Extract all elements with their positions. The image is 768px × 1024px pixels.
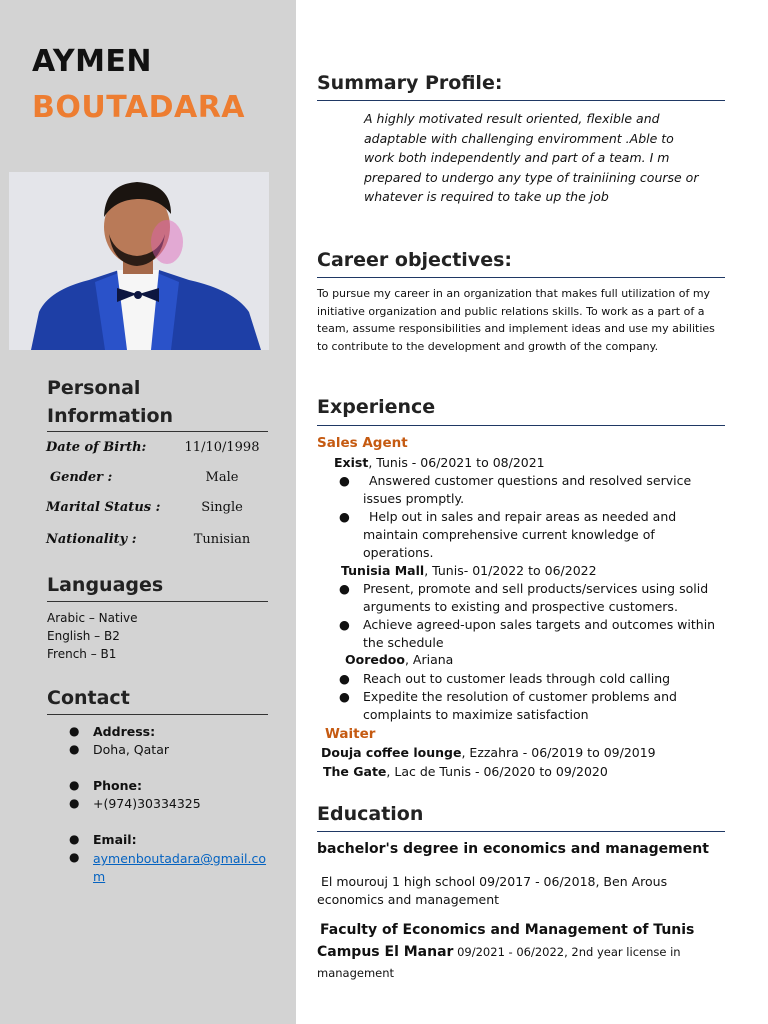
- dob-label: Date of Birth:: [46, 440, 147, 455]
- school-detail-line1: El mourouj 1 high school 09/2017 - 06/2018, Ben Arous: [321, 874, 668, 889]
- bullet-icon: ●: [339, 473, 350, 488]
- languages-divider: [47, 601, 268, 602]
- experience-bullet: Achieve agreed-upon sales targets and outcomes within the schedule: [363, 617, 716, 650]
- education-divider: [317, 831, 725, 832]
- bullet-icon: ●: [69, 832, 80, 846]
- employer-douja: [321, 745, 656, 760]
- bullet-icon: ●: [69, 724, 80, 738]
- bullet-icon: ●: [69, 778, 80, 792]
- bullet-icon: ●: [69, 742, 80, 756]
- bullet-icon: ●: [339, 617, 350, 632]
- profile-photo: [9, 172, 269, 350]
- nationality-value: Tunisian: [193, 532, 251, 547]
- bullet-icon: ●: [339, 689, 350, 704]
- school-detail-line2: economics and management: [317, 892, 500, 907]
- personal-info-heading: Personal Information: [47, 377, 174, 427]
- bullet-icon: ●: [69, 850, 80, 864]
- employer-detail: , Tunis - 06/2021 to 08/2021: [368, 455, 545, 470]
- languages-heading: Languages: [47, 574, 164, 596]
- faculty-dates: 09/2021 - 06/2022, 2nd year license in: [453, 945, 681, 959]
- education-heading: Education: [317, 803, 424, 825]
- employer-tunisia-mall: [341, 563, 597, 578]
- address-label: Address:: [93, 724, 156, 739]
- employer-the-gate: [323, 764, 608, 779]
- sidebar: [0, 0, 296, 1024]
- faculty-campus: Campus El Manar: [317, 944, 454, 960]
- employer-name: Douja coffee lounge: [321, 745, 462, 760]
- bullet-icon: ●: [339, 581, 350, 596]
- summary-text: A highly motivated result oriented, flexible and adaptable with challenging enviromment .Able to work both independently and part of a team. I m prepared to undergo any type of trainiining course or whatever is required to take up the job: [364, 111, 699, 204]
- language-item: English – B2: [47, 629, 120, 643]
- faculty-detail-line3: management: [317, 966, 395, 980]
- bullet-icon: ●: [339, 671, 350, 686]
- experience-bullet: Answered customer questions and resolved service issues promptly.: [363, 473, 692, 506]
- experience-heading: Experience: [317, 396, 436, 418]
- bullet-icon: ●: [339, 509, 350, 524]
- employer-name: The Gate: [323, 764, 387, 779]
- faculty-title: Faculty of Economics and Management of Tunis: [320, 922, 695, 938]
- employer-detail: , Ezzahra - 06/2019 to 09/2019: [461, 745, 656, 760]
- job-title-sales-agent: Sales Agent: [317, 435, 408, 451]
- employer-name: Ooredoo: [345, 652, 405, 667]
- employer-exist: [334, 455, 545, 470]
- personal-info-divider: [47, 431, 268, 432]
- experience-bullet: Reach out to customer leads through cold calling: [363, 671, 671, 686]
- contact-divider: [47, 714, 268, 715]
- first-name: AYMEN: [32, 44, 153, 79]
- experience-bullet: Expedite the resolution of customer problems and complaints to maximize satisfaction: [363, 689, 677, 722]
- language-item: French – B1: [47, 647, 117, 661]
- email-label: Email:: [93, 832, 137, 847]
- experience-bullet: Present, promote and sell products/services using solid arguments to existing and prospective customers.: [363, 581, 709, 614]
- last-name: BOUTADARA: [32, 90, 246, 125]
- address-value: Doha, Qatar: [93, 742, 170, 757]
- language-item: Arabic – Native: [47, 611, 138, 625]
- summary-divider: [317, 100, 725, 101]
- summary-heading: Summary Profile:: [317, 72, 503, 94]
- employer-detail: , Lac de Tunis - 06/2020 to 09/2020: [386, 764, 608, 779]
- job-title-waiter: Waiter: [325, 726, 376, 742]
- gender-value: Male: [205, 470, 239, 485]
- employer-name: Exist: [334, 455, 369, 470]
- employer-name: Tunisia Mall: [341, 563, 425, 578]
- gender-label: Gender :: [50, 470, 113, 485]
- email-link[interactable]: aymenboutadara@gmail.com: [93, 851, 267, 884]
- employer-ooredoo: [345, 652, 453, 667]
- marital-value: Single: [201, 500, 243, 515]
- phone-label: Phone:: [93, 778, 143, 793]
- objectives-divider: [317, 277, 725, 278]
- bullet-icon: ●: [69, 796, 80, 810]
- faculty-detail: [317, 944, 681, 960]
- employer-detail: , Tunis- 01/2022 to 06/2022: [424, 563, 597, 578]
- experience-divider: [317, 425, 725, 426]
- objectives-text: To pursue my career in an organization that makes full utilization of my initiative organization and public relations skills. To work as a part of a team, assume responsibilities and implement ideas and use my abilities to contribute to the development and growth of the company.: [317, 287, 715, 353]
- nationality-label: Nationality :: [46, 532, 137, 547]
- phone-value: +(974)30334325: [93, 796, 201, 811]
- experience-bullet: Help out in sales and repair areas as needed and maintain comprehensive current knowledge of operations.: [363, 509, 677, 560]
- dob-value: 11/10/1998: [184, 440, 260, 455]
- objectives-heading: Career objectives:: [317, 249, 512, 271]
- person-portrait-icon: [9, 172, 269, 350]
- employer-detail: , Ariana: [404, 652, 454, 667]
- degree-title: bachelor's degree in economics and management: [317, 841, 709, 857]
- marital-label: Marital Status :: [46, 500, 161, 515]
- contact-heading: Contact: [47, 687, 130, 709]
